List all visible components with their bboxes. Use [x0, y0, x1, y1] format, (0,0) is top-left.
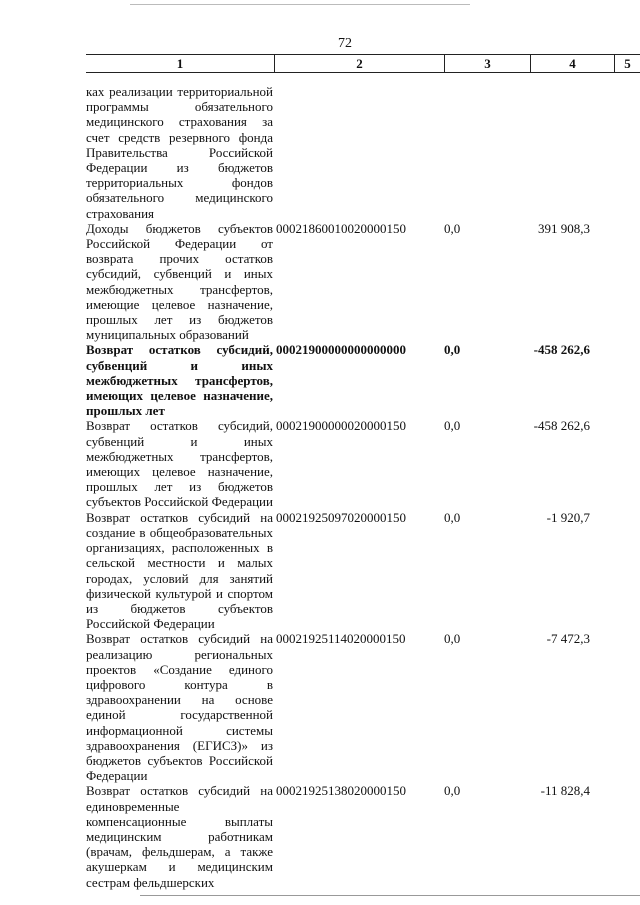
- column-header-5: 5: [614, 55, 640, 72]
- column-header-2: 2: [274, 55, 444, 72]
- row-code: 00021925114020000150: [276, 631, 406, 647]
- row-col3-value: 0,0: [444, 783, 461, 799]
- table-row: [86, 418, 640, 509]
- row-col3-value: 0,0: [444, 418, 461, 434]
- row-col4-value: -11 828,4: [540, 783, 590, 799]
- column-header-1: 1: [176, 56, 184, 71]
- column-header-4: 4: [530, 55, 614, 72]
- row-code: 00021900000000000000: [276, 342, 406, 358]
- scan-edge-mark: [130, 4, 470, 5]
- row-description: Возврат остатков субсидий на единовременные компенсационные выплаты медицинским работникам (врачам, фельдшерам, а также акушеркам и медицинским сестрам фельдшерских: [86, 783, 273, 890]
- table-row: [86, 342, 640, 418]
- table-row: [86, 221, 640, 343]
- scan-bottom-line: [140, 895, 640, 896]
- row-col4-value: -458 262,6: [533, 342, 590, 358]
- table-row: [86, 631, 640, 783]
- table-header: [86, 54, 640, 73]
- column-header-3: 3: [444, 55, 530, 72]
- row-description: Возврат остатков субсидий на реализацию региональных проектов «Создание единого цифрового контура в здравоохранении на основе единой государственной информационной системы здравоохранения (ЕГИСЗ)» из бюджетов субъектов Российской Федерации: [86, 631, 273, 784]
- row-col4-value: -1 920,7: [546, 509, 590, 525]
- row-code: 00021860010020000150: [276, 220, 406, 236]
- row-description: ках реализации территориальной программы обязательного медицинского страхования за счет средств резервного фонда Правительства Российской Федерации из бюджетов территориальных фондов обязательного медицинского страхования: [86, 84, 273, 221]
- row-col3-value: 0,0: [444, 631, 461, 647]
- row-description: Возврат остатков субсидий на создание в общеобразовательных организациях, расположенных в сельской местности и малых городах, условий для занятий физической культурой и спортом из бюджетов субъектов Российской Федерации: [86, 509, 273, 632]
- table-row: [86, 783, 640, 889]
- row-col4-value: 391 908,3: [538, 220, 590, 236]
- table-row: [86, 84, 640, 221]
- row-description: Возврат остатков субсидий, субвенций и иных межбюджетных трансфертов, имеющих целевое назначение, прошлых лет: [86, 342, 273, 419]
- table-body: [86, 84, 640, 890]
- row-col3-value: 0,0: [444, 220, 461, 236]
- table-row: [86, 510, 640, 632]
- row-col3-value: 0,0: [444, 342, 461, 358]
- row-col4-value: -458 262,6: [533, 418, 590, 434]
- page-number: 72: [338, 36, 352, 51]
- row-description: Доходы бюджетов субъектов Российской Федерации от возврата прочих остатков субсидий, субвенций и иных межбюджетных трансфертов, имеющие целевое назначение, прошлых лет из бюджетов муниципальных образований: [86, 220, 273, 343]
- row-code: 00021900000020000150: [276, 418, 406, 434]
- row-code: 00021925138020000150: [276, 783, 406, 799]
- row-col4-value: -7 472,3: [546, 631, 590, 647]
- row-code: 00021925097020000150: [276, 509, 406, 525]
- row-description: Возврат остатков субсидий, субвенций и иных межбюджетных трансфертов, имеющих целевое назначение, прошлых лет из бюджетов субъектов Российской Федерации: [86, 418, 273, 510]
- row-col3-value: 0,0: [444, 509, 461, 525]
